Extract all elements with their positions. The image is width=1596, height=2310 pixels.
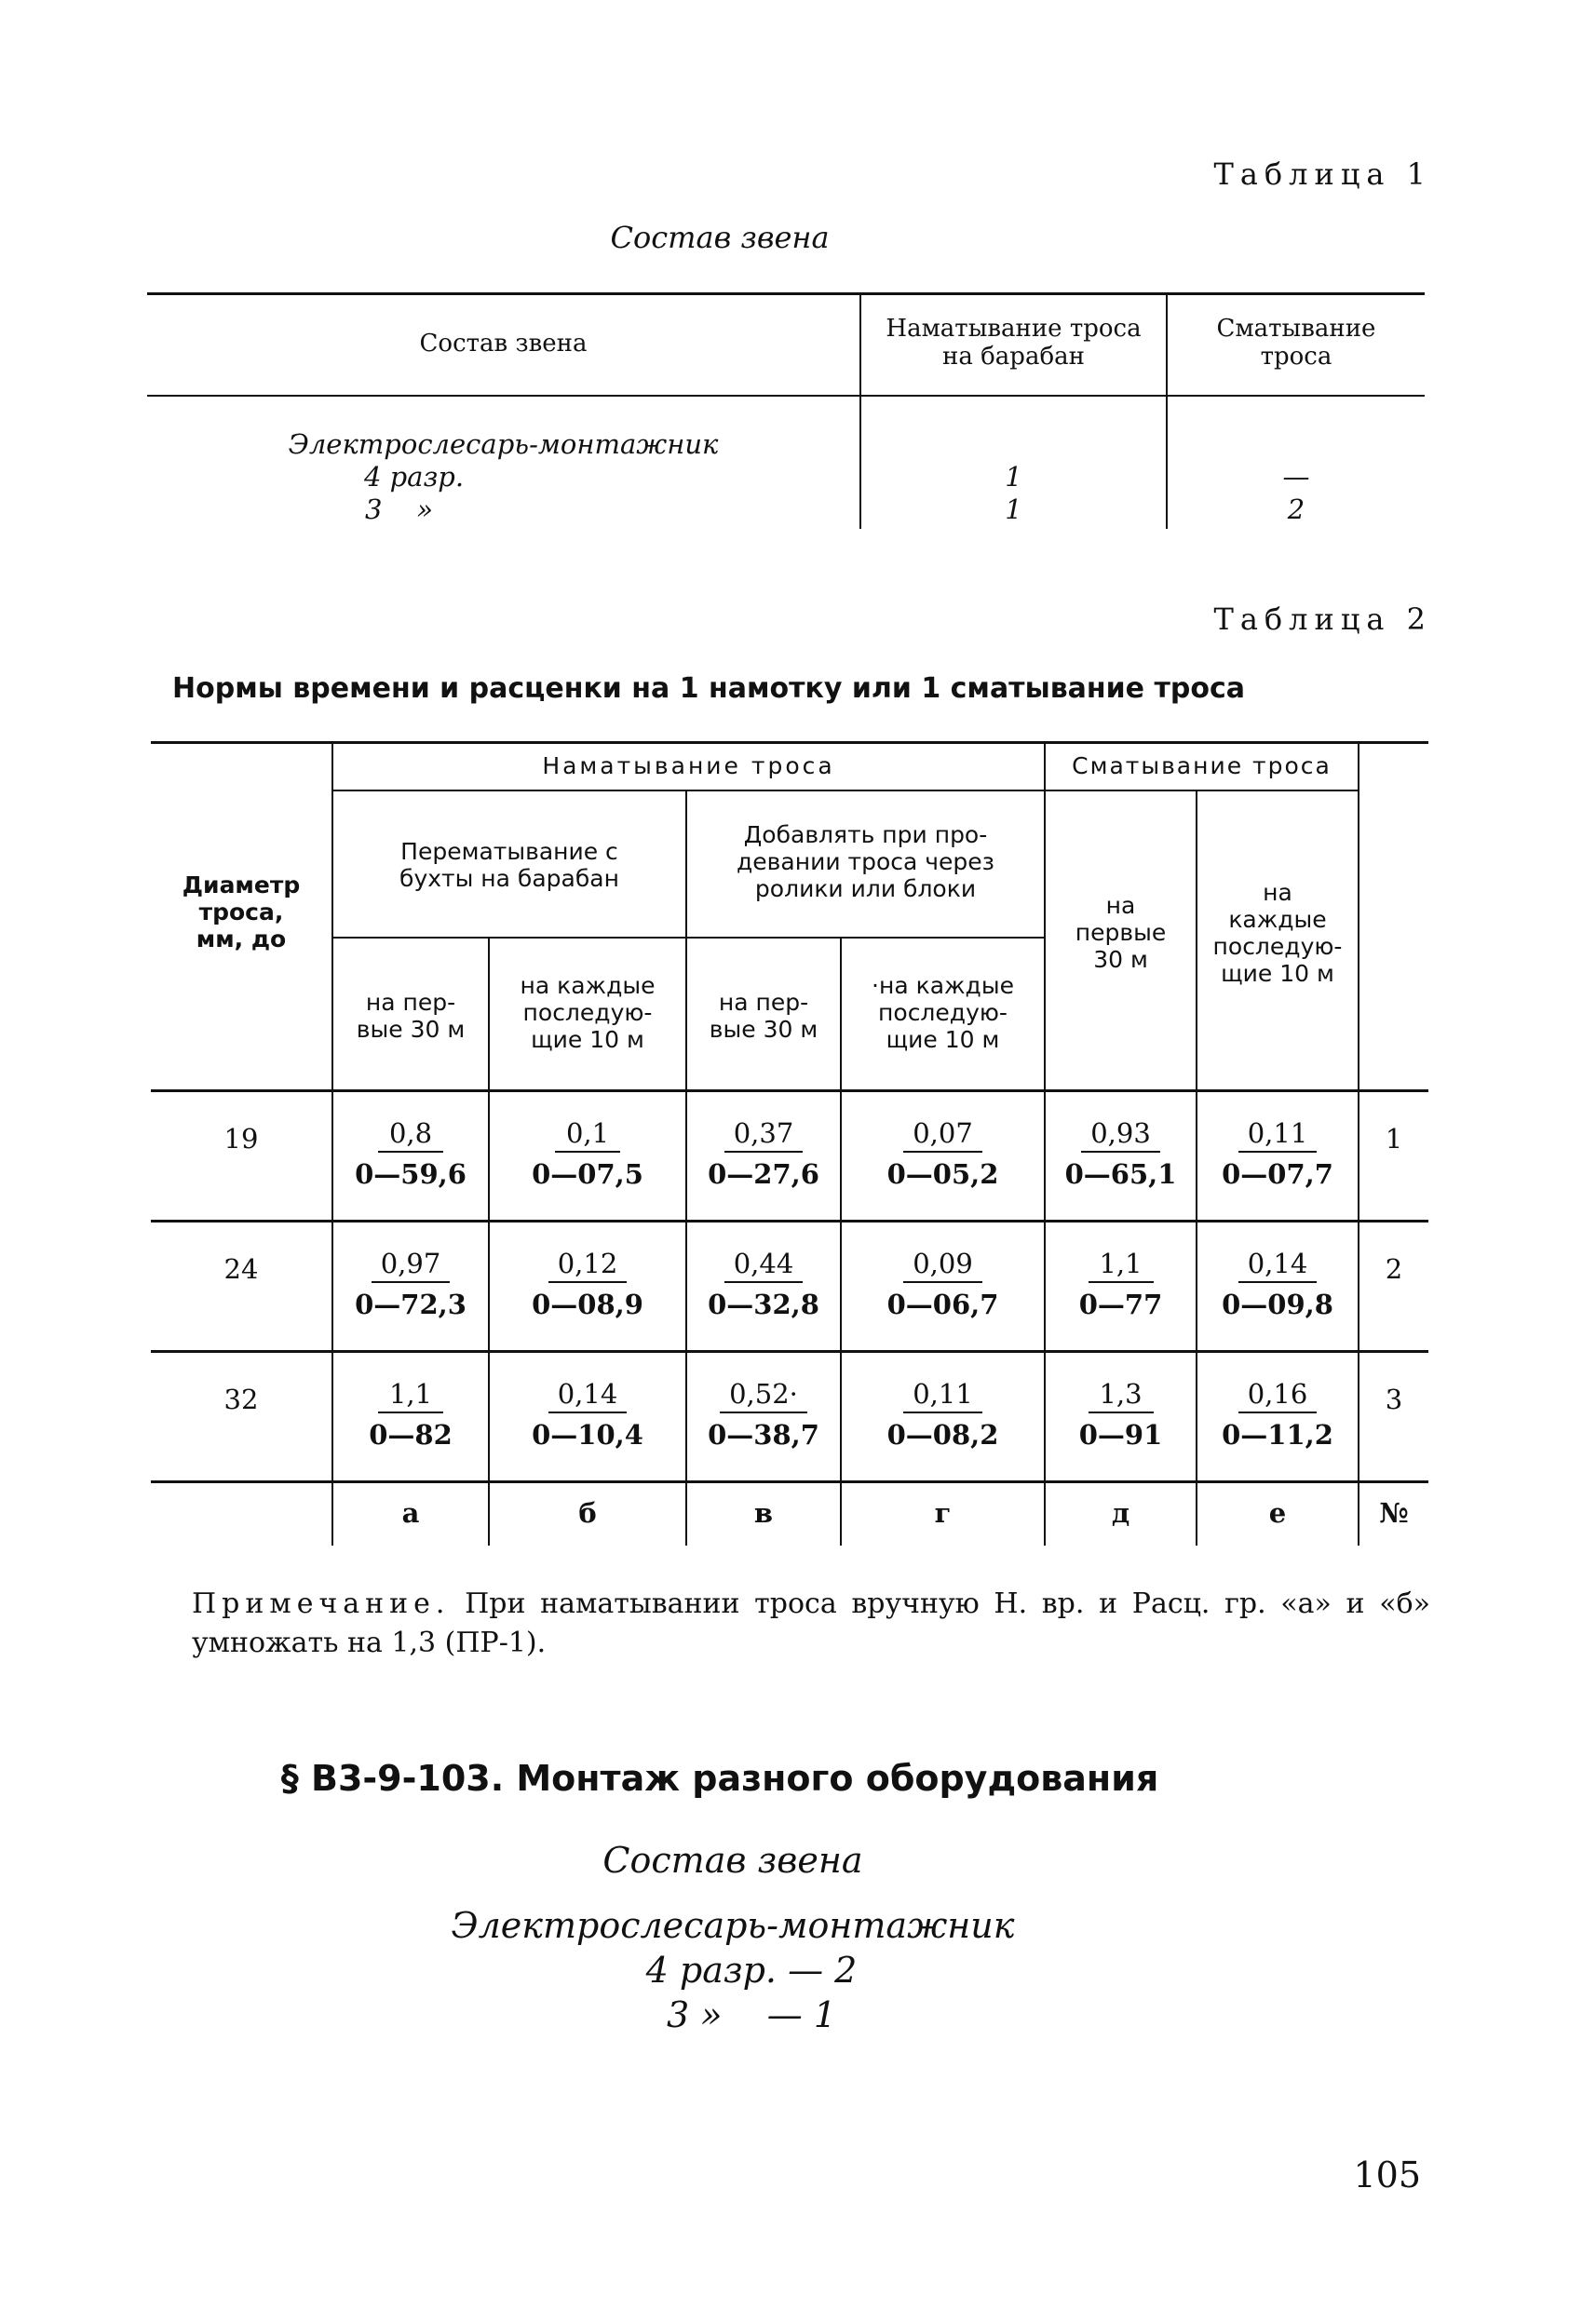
- table2-col-letter-e: д: [1111, 1497, 1130, 1529]
- section-grade4: [0, 1950, 1596, 1991]
- table2-col-letter-f: е: [1268, 1497, 1287, 1529]
- table2-row1-num: 1: [1385, 1123, 1403, 1155]
- table2-row2-d: [842, 1246, 1044, 1322]
- table2-row1-rule: [151, 1220, 1428, 1223]
- table2: [151, 741, 1428, 1546]
- table1-winding-values: [861, 461, 1166, 526]
- table2-row1-a: [333, 1115, 488, 1192]
- table2-col-letter-d: г: [934, 1497, 952, 1529]
- table2-row1-e-norm: 0,93: [1081, 1115, 1160, 1153]
- table2-row1-d-norm: 0,07: [903, 1115, 982, 1153]
- table1-top-rule: [147, 292, 1425, 295]
- table1-grade4: 4 разр.: [363, 461, 465, 493]
- table2-title: [0, 672, 1596, 705]
- table2-col-letter-a: а: [401, 1497, 420, 1529]
- table2-row1-e-rate: 0—65,1: [1064, 1158, 1177, 1190]
- table2-row3-e-norm: 1,3: [1089, 1376, 1154, 1413]
- table2-row1-f-rate: 0—07,7: [1222, 1158, 1333, 1190]
- table2-row2-c-rate: 0—32,8: [708, 1289, 819, 1320]
- table2-header-rewind-each10-line1: на каждые: [520, 972, 656, 999]
- note: [192, 1585, 1430, 1663]
- table2-header-add-first30-line2: вые 30 м: [709, 1016, 818, 1043]
- table1-winding-grade3: 1: [1005, 493, 1022, 525]
- table2-row1-diameter: 19: [223, 1123, 259, 1155]
- table2-row2-a-rate: 0—72,3: [355, 1289, 467, 1320]
- table2-row1-d-rate: 0—05,2: [886, 1158, 999, 1190]
- table2-header-add-first30-line1: на пер-: [718, 989, 809, 1016]
- section-heading: [0, 1758, 1596, 1799]
- table2-row3-d-rate: 0—08,2: [886, 1419, 999, 1451]
- table1-caption-text: Состав звена: [610, 220, 830, 255]
- table2-row3-c-norm: 0,52·: [720, 1376, 807, 1413]
- table1-unwinding-values: [1168, 461, 1425, 526]
- table2-row2-c-norm: 0,44: [724, 1246, 804, 1283]
- table2-row1-a-rate: 0—59,6: [355, 1158, 467, 1190]
- table2-title-text: Нормы времени и расценки на 1 намотку или 1 сматывание троса: [172, 672, 1245, 705]
- table2-row3-e: [1046, 1376, 1196, 1452]
- table2-header-rule: [151, 1089, 1428, 1092]
- table2-row3-b-norm: 0,14: [548, 1376, 628, 1413]
- table1-header-unwinding-line1: Сматывание: [1216, 315, 1376, 343]
- table2-row2-e-norm: 1,1: [1089, 1246, 1154, 1283]
- table2-row3-rule: [151, 1480, 1428, 1483]
- table2-row3-d-norm: 0,11: [903, 1376, 982, 1413]
- table2-label: Таблица 2: [1213, 601, 1432, 637]
- table1-winding-grade4: 1: [1005, 461, 1022, 493]
- table2-header-unwind-each10-line3: последую-: [1212, 933, 1343, 960]
- table2-row2-a: [333, 1246, 488, 1322]
- table1-unwinding-grade4: —: [1282, 461, 1310, 493]
- table2-header-add-through: [687, 821, 1044, 902]
- section-worker: [0, 1905, 1596, 1946]
- table2-row2-d-norm: 0,09: [903, 1246, 982, 1283]
- table2-header-rewind-first30-line1: на пер-: [365, 989, 456, 1016]
- table2-header-unwind-first30-line2: первые: [1075, 919, 1167, 946]
- table2-header-diameter: [151, 871, 331, 952]
- table2-row1-c-norm: 0,37: [724, 1115, 804, 1153]
- table2-row1-c: [687, 1115, 840, 1192]
- table2-row1-a-norm: 0,8: [378, 1115, 443, 1153]
- table1-worker-cell: [147, 428, 859, 526]
- table2-header-add-each10-line3: щие 10 м: [886, 1026, 1000, 1053]
- section-grade3: [0, 1994, 1596, 2035]
- table2-header-add-first30: [687, 989, 840, 1043]
- table2-row2-diameter: 24: [223, 1253, 259, 1285]
- table2-header-winding: Наматывание троса: [542, 752, 835, 779]
- table2-header-rewinding: [333, 838, 685, 892]
- note-label: Примечание.: [192, 1587, 451, 1620]
- table2-top-rule: [151, 741, 1428, 744]
- table1-header-rule: [147, 395, 1425, 397]
- note-text: При наматывании троса вручную Н. вр. и Расц. гр. «а» и «б» умножать на 1,3 (ПР-1).: [192, 1587, 1430, 1659]
- table2-row1-e: [1046, 1115, 1196, 1192]
- table2-row2-f-norm: 0,14: [1238, 1246, 1318, 1283]
- table2-row2-rule: [151, 1350, 1428, 1353]
- table2-header-rewind-first30-line2: вые 30 м: [356, 1016, 466, 1043]
- table2-row2-d-rate: 0—06,7: [886, 1289, 999, 1320]
- page-number: 105: [1353, 2155, 1421, 2195]
- table2-header-diameter-line1: Диаметр: [182, 871, 301, 898]
- table2-row3-c-rate: 0—38,7: [708, 1419, 819, 1451]
- table2-header-diameter-line2: троса,: [198, 898, 284, 925]
- table2-row1-f: [1197, 1115, 1358, 1192]
- section-grade4-text: 4 разр. — 2: [645, 1950, 858, 1991]
- table2-row2-b-rate: 0—08,9: [532, 1289, 643, 1320]
- table2-header-add-line3: ролики или блоки: [754, 875, 977, 902]
- section-heading-text: § В3-9-103. Монтаж разного оборудования: [280, 1758, 1159, 1799]
- table1-header-unwinding: [1168, 315, 1425, 371]
- table2-header-unwinding: Сматывание троса: [1072, 752, 1332, 779]
- section-crew-title-text: Состав звена: [602, 1840, 863, 1881]
- table2-header-rewind-each10-line2: последую-: [522, 999, 653, 1026]
- table2-rule-groups: [331, 790, 1358, 791]
- table2-row1-d: [842, 1115, 1044, 1192]
- table2-header-rewinding-line2: бухты на барабан: [399, 865, 619, 892]
- table2-row3-f: [1197, 1376, 1358, 1452]
- table2-row1-b-norm: 0,1: [555, 1115, 620, 1153]
- table2-header-unwind-first30-line1: на: [1105, 892, 1136, 919]
- table1-header-winding-line2: на барабан: [942, 343, 1085, 371]
- table2-header-unwind-each10-line2: каждые: [1228, 906, 1327, 933]
- table2-header-rewind-each10-line3: щие 10 м: [531, 1026, 644, 1053]
- table2-row1-f-norm: 0,11: [1238, 1115, 1318, 1153]
- table1-header-unwinding-line2: троса: [1260, 343, 1332, 371]
- table2-row3-a: [333, 1376, 488, 1452]
- table2-row2-f-rate: 0—09,8: [1222, 1289, 1333, 1320]
- table2-row1-c-rate: 0—27,6: [708, 1158, 819, 1190]
- table1-unwinding-grade3: 2: [1287, 493, 1305, 525]
- table1-header-composition: Состав звена: [419, 330, 588, 358]
- table2-row1-b: [490, 1115, 685, 1192]
- table2-header-add-line2: девании троса через: [737, 848, 994, 875]
- section-grade3-text: 3 » — 1: [666, 1994, 837, 2035]
- table2-header-unwind-each10-line4: щие 10 м: [1221, 960, 1334, 987]
- table2-col-letter-c: в: [753, 1497, 774, 1529]
- table2-num-label: №: [1379, 1497, 1409, 1529]
- table2-header-add-each10: [842, 972, 1044, 1053]
- table2-row2-b-norm: 0,12: [548, 1246, 628, 1283]
- table1-grade3: 3 »: [364, 493, 434, 525]
- table2-header-unwind-first30-line3: 30 м: [1093, 946, 1148, 973]
- table1-worker: Электрослесарь-монтажник: [288, 428, 719, 460]
- table2-row3-a-rate: 0—82: [369, 1419, 453, 1451]
- table2-row2-e: [1046, 1246, 1196, 1322]
- table2-header-add-each10-line1: ·на каждые: [872, 972, 1014, 999]
- table2-row3-f-rate: 0—11,2: [1222, 1419, 1333, 1451]
- table2-header-rewind-first30: [333, 989, 488, 1043]
- table2-row3-c: [687, 1376, 840, 1452]
- table2-header-unwind-each10: [1197, 879, 1358, 987]
- table2-row2-a-norm: 0,97: [372, 1246, 451, 1283]
- table2-row3-e-rate: 0—91: [1078, 1419, 1163, 1451]
- table1-header-winding-line1: Наматывание троса: [886, 315, 1142, 343]
- table1-header-winding: [861, 315, 1166, 371]
- table2-header-unwind-each10-line1: на: [1263, 879, 1292, 906]
- table2-row3-diameter: 32: [223, 1384, 259, 1415]
- table2-header-rewind-each10: [490, 972, 685, 1053]
- table2-row1-b-rate: 0—07,5: [532, 1158, 643, 1190]
- table2-row3-a-norm: 1,1: [378, 1376, 443, 1413]
- table2-row3-f-norm: 0,16: [1238, 1376, 1318, 1413]
- table1-label: Таблица 1: [1213, 156, 1432, 192]
- table2-row2-f: [1197, 1246, 1358, 1322]
- table2-col-letter-b: б: [578, 1497, 597, 1529]
- table2-row2-num: 2: [1385, 1253, 1403, 1285]
- table2-header-add-line1: Добавлять при про-: [743, 821, 988, 848]
- table2-row3-d: [842, 1376, 1044, 1452]
- table1-caption: [0, 220, 1596, 255]
- table2-row3-num: 3: [1385, 1384, 1403, 1415]
- table2-row2-e-rate: 0—77: [1078, 1289, 1163, 1320]
- table2-header-unwind-first30: [1046, 892, 1196, 973]
- section-worker-text: Электрослесарь-монтажник: [451, 1905, 1015, 1946]
- table2-rule-subgroups: [331, 937, 1044, 939]
- table2-row2-b: [490, 1246, 685, 1322]
- table2-header-add-each10-line2: последую-: [878, 999, 1008, 1026]
- table1: [147, 292, 1425, 531]
- table2-header-rewinding-line1: Перематывание с: [400, 838, 618, 865]
- table2-header-diameter-line3: мм, до: [196, 925, 287, 952]
- table2-row3-b: [490, 1376, 685, 1452]
- table2-row3-b-rate: 0—10,4: [532, 1419, 643, 1451]
- section-crew-title: [0, 1840, 1596, 1881]
- table2-row2-c: [687, 1246, 840, 1322]
